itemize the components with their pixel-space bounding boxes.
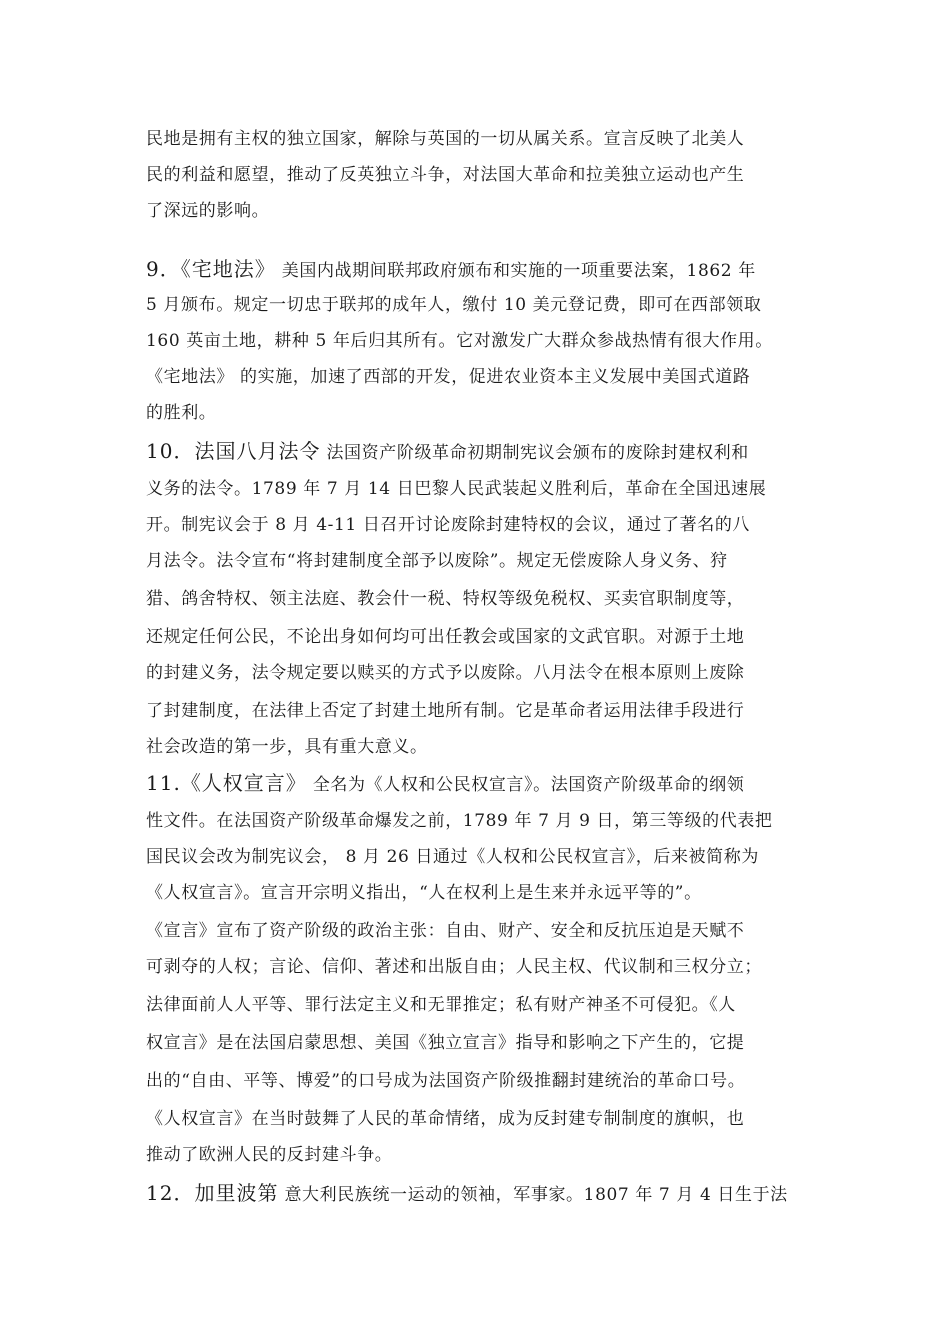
- text-line: 的胜利。: [146, 403, 217, 423]
- entry-heading-12: 12．加里波第 意大利民族统一运动的领袖，军事家。1807 年 7 月 4 日生于法: [146, 1181, 788, 1205]
- text-line: 社会改造的第一步，具有重大意义。: [146, 737, 428, 757]
- text-line: 《人权宣言》在当时鼓舞了人民的革命情绪，成为反封建专制制度的旗帜，也: [146, 1109, 745, 1129]
- text-line: 出的“自由、平等、博爱”的口号成为法国资产阶级推翻封建统治的革命口号。: [146, 1071, 746, 1091]
- entry-heading-11: 11.《人权宣言》 全名为《人权和公民权宣言》。法国资产阶级革命的纲领: [146, 771, 745, 795]
- entry-heading-10: 10．法国八月法令 法国资产阶级革命初期制宪议会颁布的废除封建权利和: [146, 439, 749, 463]
- text-line: 《宣言》宣布了资产阶级的政治主张：自由、财产、安全和反抗压迫是天赋不: [146, 921, 745, 941]
- text-line: 可剥夺的人权；言论、信仰、著述和出版自由；人民主权、代议制和三权分立；: [146, 957, 762, 977]
- entry-heading-9: 9．《宅地法》 美国内战期间联邦政府颁布和实施的一项重要法案，1862 年: [146, 257, 756, 281]
- text-line: 推动了欧洲人民的反封建斗争。: [146, 1145, 393, 1165]
- text-line: 民的利益和愿望，推动了反英独立斗争，对法国大革命和拉美独立运动也产生: [146, 165, 745, 185]
- text-line: 法律面前人人平等、罪行法定主义和无罪推定；私有财产神圣不可侵犯。《人: [146, 995, 736, 1015]
- text-line: 民地是拥有主权的独立国家，解除与英国的一切从属关系。宣言反映了北美人: [146, 129, 745, 149]
- text-line: 月法令。法令宣布“将封建制度全部予以废除”。规定无偿废除人身义务、狩: [146, 551, 728, 571]
- text-line: 了封建制度，在法律上否定了封建土地所有制。它是革命者运用法律手段进行: [146, 701, 745, 721]
- text-line: 《宅地法》 的实施，加速了西部的开发，促进农业资本主义发展中美国式道路: [146, 367, 751, 387]
- text-line: 开。制宪议会于 8 月 4-11 日召开讨论废除封建特权的会议，通过了著名的八: [146, 515, 751, 535]
- text-line: 5 月颁布。规定一切忠于联邦的成年人，缴付 10 美元登记费，即可在西部领取: [146, 295, 762, 315]
- text-line: 权宣言》是在法国启蒙思想、美国《独立宣言》指导和影响之下产生的，它提: [146, 1033, 745, 1053]
- text-line: 还规定任何公民，不论出身如何均可出任教会或国家的文武官职。对源于土地: [146, 627, 745, 647]
- text-line: 猎、鸽舍特权、领主法庭、教会什一税、特权等级免税权、买卖官职制度等，: [146, 589, 745, 609]
- entry-number: 11.: [146, 771, 181, 795]
- entry-term: 《人权宣言》: [180, 771, 307, 795]
- text-line: 义务的法令。1789 年 7 月 14 日巴黎人民武装起义胜利后，革命在全国迅速展: [146, 479, 767, 499]
- entry-term: 法国八月法令: [194, 439, 321, 463]
- text-line: 160 英亩土地，耕种 5 年后归其所有。它对激发广大群众参战热情有很大作用。: [146, 331, 773, 351]
- text-line: 的封建义务，法令规定要以赎买的方式予以废除。八月法令在根本原则上废除: [146, 663, 745, 683]
- entry-number: 10．: [146, 439, 195, 463]
- entry-number: 12．: [146, 1181, 195, 1205]
- entry-term: 加里波第: [194, 1181, 279, 1205]
- text-line: 国民议会改为制宪议会， 8 月 26 日通过《人权和公民权宣言》，后来被简称为: [146, 847, 759, 867]
- entry-term: 《宅地法》: [180, 257, 276, 281]
- text-line: 《人权宣言》。宣言开宗明义指出，“人在权利上是生来并永远平等的”。: [146, 883, 702, 903]
- entry-number: 9．: [146, 257, 181, 281]
- text-line: 了深远的影响。: [146, 201, 270, 221]
- text-line: 性文件。在法国资产阶级革命爆发之前，1789 年 7 月 9 日，第三等级的代表把: [146, 811, 773, 831]
